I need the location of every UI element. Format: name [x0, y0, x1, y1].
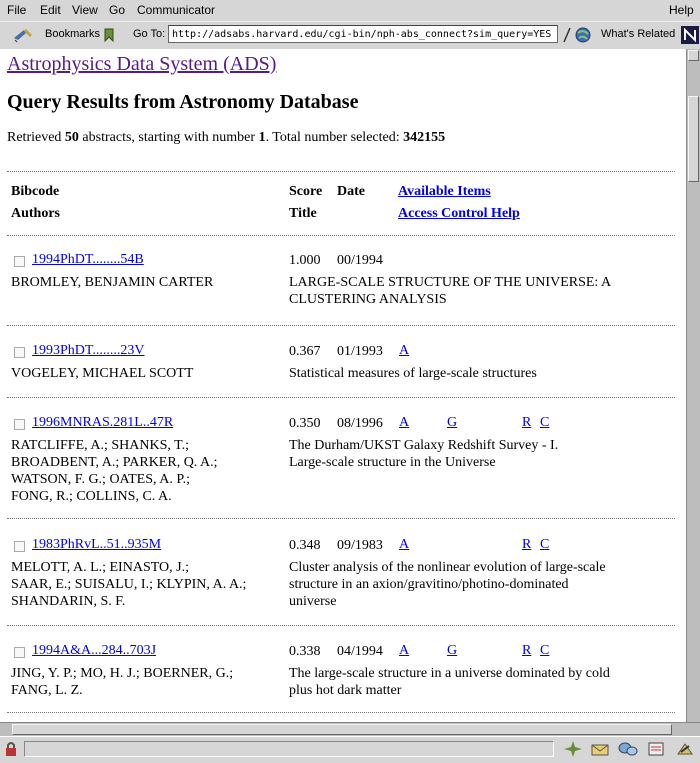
scroll-up-arrow[interactable] [688, 50, 699, 61]
retrieved-count: 50 [64, 130, 79, 145]
menu-file[interactable]: File [7, 3, 27, 17]
menu-go[interactable]: Go [109, 3, 126, 17]
navigator-icon[interactable] [563, 740, 583, 763]
select-checkbox[interactable] [14, 347, 25, 358]
author-line: JING, Y. P.; MO, H. J.; BOERNER, G.; [11, 666, 234, 681]
header-title: Title [289, 206, 317, 221]
dock-icon[interactable] [675, 740, 695, 763]
results-summary [7, 130, 445, 146]
author-line: SHANDARIN, S. F. [11, 594, 126, 609]
whats-related-button[interactable]: What's Related [601, 28, 676, 40]
goto-label: Go To: [133, 28, 166, 40]
header-authors: Authors [11, 206, 61, 221]
composer-icon[interactable] [647, 740, 667, 763]
total-selected: 342155 [403, 130, 446, 145]
page-title: Query Results from Astronomy Database [7, 91, 359, 113]
title-line: plus hot dark matter [289, 683, 402, 698]
author-line: RATCLIFFE, A.; SHANKS, T.; [11, 438, 190, 453]
status-bar [0, 736, 700, 761]
location-toolbar [0, 21, 700, 50]
item-link-r[interactable]: R [522, 537, 532, 552]
item-link-g[interactable]: G [447, 643, 458, 658]
item-link-r[interactable]: R [522, 415, 532, 430]
status-message [24, 741, 554, 757]
menu-bar [0, 0, 700, 21]
author-line: SAAR, E.; SUISALU, I.; KLYPIN, A. A.; [11, 577, 247, 592]
header-date: Date [337, 184, 365, 199]
divider [7, 712, 675, 713]
score-value: 0.350 [289, 416, 321, 431]
page-content [0, 49, 686, 722]
ads-home-link[interactable]: Astrophysics Data System (ADS) [7, 53, 277, 75]
divider [7, 518, 675, 519]
date-value: 04/1994 [337, 644, 383, 659]
select-checkbox[interactable] [14, 256, 25, 267]
vertical-scrollbar[interactable] [686, 49, 700, 722]
date-value: 08/1996 [337, 416, 383, 431]
netscape-logo-icon[interactable] [681, 26, 699, 47]
item-link-c[interactable]: C [540, 415, 550, 430]
item-link-a[interactable]: A [399, 537, 410, 552]
divider [7, 325, 675, 326]
title-line: universe [289, 594, 337, 609]
title-line: Statistical measures of large-scale structures [289, 366, 537, 381]
mail-icon[interactable] [590, 740, 612, 763]
horizontal-scrollbar[interactable] [0, 722, 700, 736]
score-value: 0.367 [289, 344, 321, 359]
security-lock-icon[interactable] [4, 741, 18, 762]
bookmarks-button[interactable]: Bookmarks [45, 28, 101, 40]
score-value: 0.348 [289, 538, 321, 553]
item-link-c[interactable]: C [540, 643, 550, 658]
item-link-c[interactable]: C [540, 537, 550, 552]
vertical-scroll-thumb[interactable] [688, 96, 699, 182]
horizontal-scroll-thumb[interactable] [12, 724, 672, 735]
bibcode-link[interactable]: 1996MNRAS.281L..47R [32, 415, 174, 430]
discussions-icon[interactable] [617, 740, 639, 763]
author-line: VOGELEY, MICHAEL SCOTT [11, 366, 194, 381]
bibcode-link[interactable]: 1983PhRvL..51..935M [32, 537, 162, 552]
bookmarks-icon[interactable] [12, 26, 36, 47]
author-line: FANG, L. Z. [11, 683, 83, 698]
header-bibcode: Bibcode [11, 184, 60, 199]
start-number: 1 [258, 130, 266, 145]
title-line: Cluster analysis of the nonlinear evolution of large-scale [289, 560, 606, 575]
score-value: 0.338 [289, 644, 321, 659]
url-input[interactable]: http://adsabs.harvard.edu/cgi-bin/nph-abs_connect?sim_query=YES [168, 25, 558, 43]
bookmark-page-icon[interactable] [102, 27, 116, 46]
date-value: 09/1983 [337, 538, 383, 553]
author-line: WATSON, F. G.; OATES, A. P.; [11, 472, 190, 487]
author-line: MELOTT, A. L.; EINASTO, J.; [11, 560, 189, 575]
menu-communicator[interactable]: Communicator [137, 3, 216, 17]
menu-help[interactable]: Help [669, 3, 694, 17]
title-line: structure in an axion/gravitino/photino-dominated [289, 577, 569, 592]
date-value: 01/1993 [337, 344, 383, 359]
summary-text: . Total number selected: [265, 130, 404, 145]
date-value: 00/1994 [337, 253, 383, 268]
author-line: BROADBENT, A.; PARKER, Q. A.; [11, 455, 218, 470]
header-score: Score [289, 184, 323, 199]
page-proxy-icon[interactable] [561, 26, 573, 47]
whats-related-icon[interactable] [574, 26, 596, 47]
item-link-g[interactable]: G [447, 415, 458, 430]
summary-text: Retrieved [7, 130, 65, 145]
score-value: 1.000 [289, 253, 321, 268]
select-checkbox[interactable] [14, 647, 25, 658]
select-checkbox[interactable] [14, 541, 25, 552]
select-checkbox[interactable] [14, 419, 25, 430]
divider [7, 235, 675, 236]
bibcode-link[interactable]: 1993PhDT........23V [32, 343, 145, 358]
divider [7, 171, 675, 172]
bibcode-link[interactable]: 1994A&A...284..703J [32, 643, 157, 658]
title-line: The large-scale structure in a universe dominated by cold [289, 666, 610, 681]
menu-edit[interactable]: Edit [40, 3, 61, 17]
title-line: Large-scale structure in the Universe [289, 455, 496, 470]
item-link-a[interactable]: A [399, 415, 410, 430]
item-link-a[interactable]: A [399, 643, 410, 658]
divider [7, 625, 675, 626]
author-line: BROMLEY, BENJAMIN CARTER [11, 275, 214, 290]
item-link-r[interactable]: R [522, 643, 532, 658]
summary-text: abstracts, starting with number [78, 130, 259, 145]
menu-view[interactable]: View [72, 3, 98, 17]
title-line: CLUSTERING ANALYSIS [289, 292, 447, 307]
item-link-a[interactable]: A [399, 343, 410, 358]
title-line: The Durham/UKST Galaxy Redshift Survey - I. [289, 438, 559, 453]
bibcode-link[interactable]: 1994PhDT........54B [32, 252, 144, 267]
author-line: FONG, R.; COLLINS, C. A. [11, 489, 172, 504]
available-items-link[interactable]: Available Items [398, 184, 491, 199]
title-line: LARGE-SCALE STRUCTURE OF THE UNIVERSE: A [289, 275, 612, 290]
access-control-help-link[interactable]: Access Control Help [398, 206, 520, 221]
divider [7, 397, 675, 398]
